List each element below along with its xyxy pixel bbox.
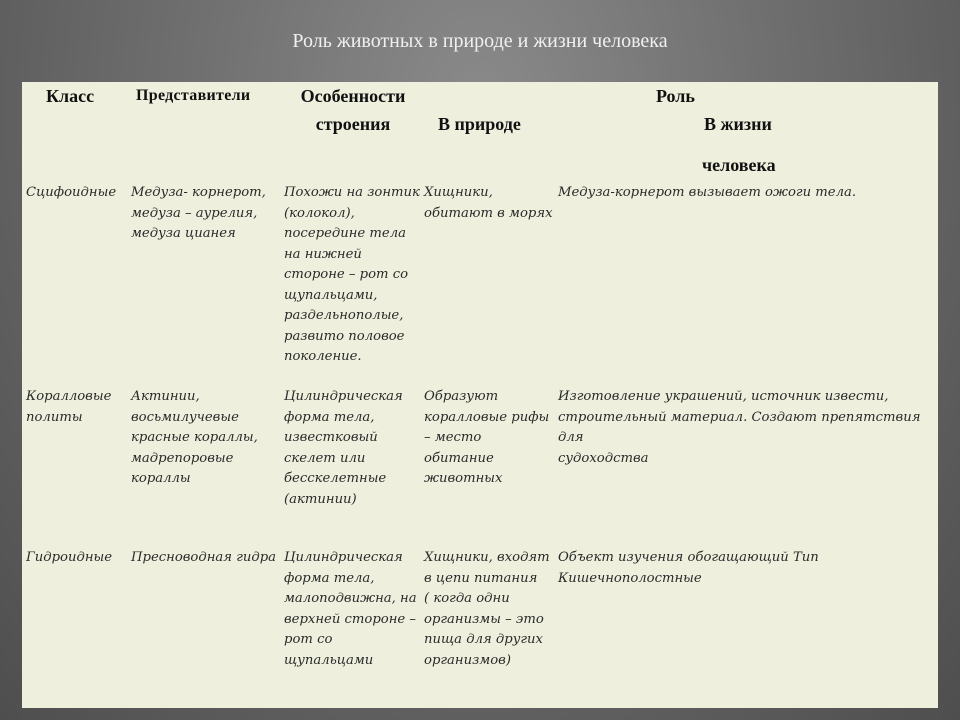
header-class: Класс: [46, 86, 95, 106]
table-row-1-class: Сцифоидные: [26, 185, 117, 200]
header-structure: Особенности строения: [300, 86, 406, 134]
table-row-3-structure: Цилиндрическая форма тела, малоподвижна, на верхней стороне – рот со щупальцами: [284, 550, 417, 668]
table-row-3-class: Гидроидные: [26, 550, 113, 565]
page-title: Роль животных в природе и жизни человека: [292, 30, 668, 52]
table-row-1-human: Медуза-корнерот вызывает ожоги тела.: [558, 185, 857, 200]
header-in-human-life-2: человека: [702, 155, 776, 175]
table-row-3-human: Объект изучения обогащающий Тип Кишечнополостные: [558, 550, 819, 586]
table-sheet: [22, 82, 938, 708]
table-row-2-structure: Цилиндрическая форма тела, известковый скелет или бесскелетные (актинии): [284, 389, 403, 507]
header-role: Роль: [656, 86, 695, 106]
header-in-nature: В природе: [438, 114, 521, 134]
table-row-2-representatives: Актинии, восьмилучевые красные кораллы, мадрепоровые кораллы: [131, 389, 258, 486]
table-row-2-nature: Образуют коралловые рифы – место обитание животных: [424, 389, 550, 486]
header-representatives: Представители: [136, 87, 251, 104]
table-row-2-class: Коралловые политы: [26, 389, 112, 425]
table-row-1-structure: Похожи на зонтик (колокол), посередине тела на нижней стороне – рот со щупальцами, раздельнополые, развито половое поколение.: [284, 185, 420, 364]
table-row-1-representatives: Медуза- корнерот, медуза – аурелия, медуза цианея: [131, 185, 266, 241]
table-row-1-nature: Хищники, обитают в морях: [424, 185, 553, 221]
header-in-human-life: В жизни: [704, 114, 772, 134]
table-row-3-representatives: Пресноводная гидра: [131, 550, 277, 565]
table-row-2-human: Изготовление украшений, источник извести, строительный материал. Создают препятствия для судоходства: [558, 389, 921, 466]
table-row-3-nature: Хищники, входят в цепи питания ( когда одни организмы – это пища для других организмов): [424, 550, 550, 668]
